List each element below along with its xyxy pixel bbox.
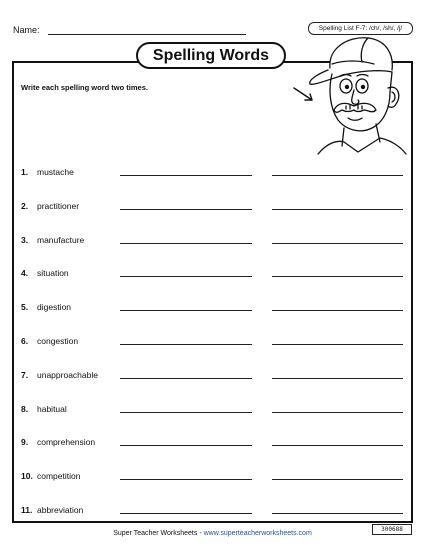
spelling-word: congestion [37, 336, 79, 346]
word-row [0, 471, 425, 485]
word-row [0, 235, 425, 249]
word-row [0, 370, 425, 384]
writing-line-1[interactable] [120, 445, 252, 446]
spelling-word: mustache [37, 167, 74, 177]
spelling-word: situation [37, 268, 69, 279]
word-row [0, 167, 425, 181]
word-number: 9. [21, 437, 29, 448]
spelling-word: habitual [37, 403, 67, 414]
word-number: 11. [21, 505, 33, 515]
writing-line-1[interactable] [120, 479, 252, 480]
writing-line-2[interactable] [272, 479, 403, 480]
writing-line-1[interactable] [120, 310, 252, 311]
footer-separator: - [197, 530, 204, 537]
writing-line-1[interactable] [120, 243, 252, 244]
writing-line-2[interactable] [272, 445, 403, 446]
instructions: Write each spelling word two times. [21, 83, 148, 92]
word-row [0, 404, 425, 418]
word-row [0, 268, 425, 282]
writing-line-2[interactable] [272, 175, 403, 176]
writing-line-1[interactable] [120, 344, 252, 345]
word-number: 7. [21, 369, 29, 380]
writing-line-2[interactable] [272, 209, 403, 210]
spelling-word: comprehension [37, 437, 96, 448]
writing-line-1[interactable] [120, 209, 252, 210]
writing-line-2[interactable] [272, 412, 403, 413]
spelling-word: digestion [37, 302, 72, 313]
spelling-word: unapproachable [37, 369, 98, 380]
writing-line-2[interactable] [272, 344, 403, 345]
word-row [0, 505, 425, 519]
footer-site-name: Super Teacher Worksheets [113, 530, 198, 537]
spelling-word: practitioner [37, 200, 80, 211]
word-row [0, 201, 425, 215]
word-row [0, 437, 425, 451]
word-number: 6. [21, 336, 29, 346]
word-number: 3. [21, 234, 29, 245]
footer [0, 530, 425, 537]
writing-line-2[interactable] [272, 310, 403, 311]
writing-line-1[interactable] [120, 276, 252, 277]
word-number: 1. [21, 167, 29, 177]
spelling-word: competition [37, 471, 81, 482]
writing-line-1[interactable] [120, 175, 252, 176]
word-row [0, 336, 425, 350]
writing-line-1[interactable] [120, 378, 252, 379]
footer-url[interactable]: www.superteacherworksheets.com [203, 530, 312, 537]
writing-line-2[interactable] [272, 378, 403, 379]
word-row [0, 302, 425, 316]
spelling-list-badge: Spelling List F-7: /ch/, /sh/, /j/ [308, 22, 413, 35]
page-title: Spelling Words [136, 42, 286, 69]
writing-line-2[interactable] [272, 243, 403, 244]
name-label: Name: [13, 25, 40, 35]
writing-line-2[interactable] [272, 276, 403, 277]
worksheet-code: 300688 [372, 524, 412, 535]
writing-line-1[interactable] [120, 513, 252, 514]
writing-line-1[interactable] [120, 412, 252, 413]
word-number: 10. [21, 471, 33, 482]
word-number: 5. [21, 302, 29, 313]
writing-line-2[interactable] [272, 513, 403, 514]
word-number: 4. [21, 268, 29, 279]
spelling-word: abbreviation [37, 505, 84, 515]
spelling-word: manufacture [37, 234, 85, 245]
word-number: 8. [21, 403, 29, 414]
word-number: 2. [21, 200, 29, 211]
